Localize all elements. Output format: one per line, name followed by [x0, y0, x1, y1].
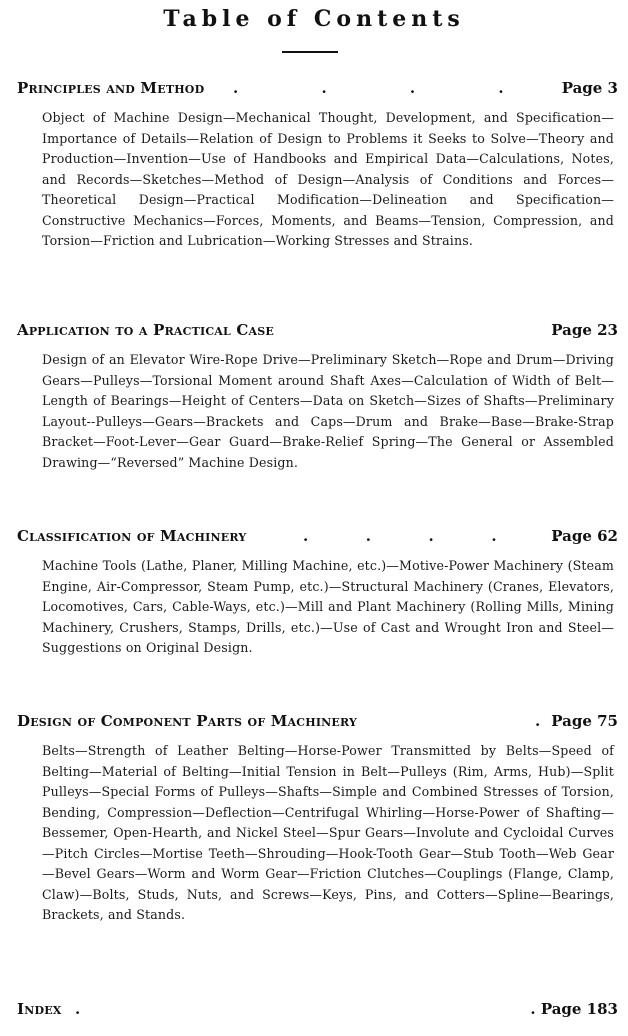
section-description: Object of Machine Design—Mechanical Thought, Development, and Specification—Importance of Details—Relation of Design to Problems it Seeks to Solve—Theory and Production—Invention—Use of Handbooks and Empirical Data—Calculations, Notes, and Records—Sketches—Method of Design—Analysis of Conditions and Forces—Theoretical Design—Practical Modification—Delineation and Specification—Constructive Mechanics—Forces, Moments, and Beams—Tension, Compression, and Torsion—Friction and Lubrication—Working Stresses and Strains.	[42, 110, 614, 248]
dot-leader: . . . .	[233, 79, 504, 97]
section-page-number: Page 23	[551, 321, 618, 339]
toc-section-index	[17, 1000, 618, 1020]
section-heading	[17, 321, 618, 341]
section-page-number: Page 62	[551, 527, 618, 545]
section-title: Principles and Method	[17, 79, 205, 97]
section-description: Belts—Strength of Leather Belting—Horse-Power Transmitted by Belts—Speed of Belting—Material of Belting—Initial Tension in Belt—Pulleys (Rim, Arms, Hub)—Split Pulleys—Special Forms of Pulleys—Shafts—Simple and Combined Stresses of Torsion, Bending, Compression—Deflection—Centrifugal Whirling—Horse-Power of Shafting—Bessemer, Open-Hearth, and Nickel Steel—Spur Gears—Involute and Cycloidal Curves—Pitch Circles—Mortise Teeth—Shrouding—Hook-Tooth Gear—Stub Tooth—Web Gear—Bevel Gears—Worm and Worm Gear—Friction Clutches—Couplings (Flange, Clamp, Claw)—Bolts, Studs, Nuts, and Screws—Keys, Pins, and Cotters—Spline—Bearings, Brackets, and Stands.	[42, 743, 614, 922]
section-heading	[17, 527, 618, 547]
page-title: Table of Contents	[163, 6, 465, 32]
toc-section-classification	[17, 527, 618, 659]
section-heading	[17, 79, 618, 99]
section-heading	[17, 712, 618, 732]
section-title: Classification of Machinery	[17, 527, 247, 545]
dot-leader: .	[75, 1000, 81, 1018]
section-title: Index	[17, 1000, 62, 1018]
section-page-number: Page 75	[551, 712, 618, 730]
title-divider	[282, 51, 338, 53]
dot-leader: .	[535, 712, 541, 730]
section-description: Design of an Elevator Wire-Rope Drive—Preliminary Sketch—Rope and Drum—Driving Gears—Pulleys—Torsional Moment around Shaft Axes—Calculation of Width of Belt—Length of Bearings—Height of Centers—Data on Sketch—Sizes of Shafts—Preliminary Layout--Pulleys—Gears—Brackets and Caps—Drum and Brake—Base—Brake-Strap Bracket—Foot-Lever—Gear Guard—Brake-Relief Spring—The General or Assembled Drawing—“Reversed” Machine Design.	[42, 352, 614, 470]
toc-section-component-parts	[17, 712, 618, 926]
toc-section-practical-case	[17, 321, 618, 473]
section-title: Application to a Practical Case	[17, 321, 274, 339]
section-heading	[17, 1000, 618, 1020]
toc-section-principles	[17, 79, 618, 252]
dot-leader: . . . . .	[303, 527, 560, 545]
section-description: Machine Tools (Lathe, Planer, Milling Machine, etc.)—Motive-Power Machinery (Steam Engine, Air-Compressor, Steam Pump, etc.)—Structural Machinery (Cranes, Elevators, Locomotives, Cars, Cable-Ways, etc.)—Mill and Plant Machinery (Rolling Mills, Mining Machinery, Crushers, Stamps, Drills, etc.)—Use of Cast and Wrought Iron and Steel—Suggestions on Original Design.	[42, 558, 614, 655]
section-page-number: Page 3	[561, 79, 618, 97]
section-page-number: . Page 183	[530, 1000, 618, 1018]
section-title: Design of Component Parts of Machinery	[17, 712, 358, 730]
